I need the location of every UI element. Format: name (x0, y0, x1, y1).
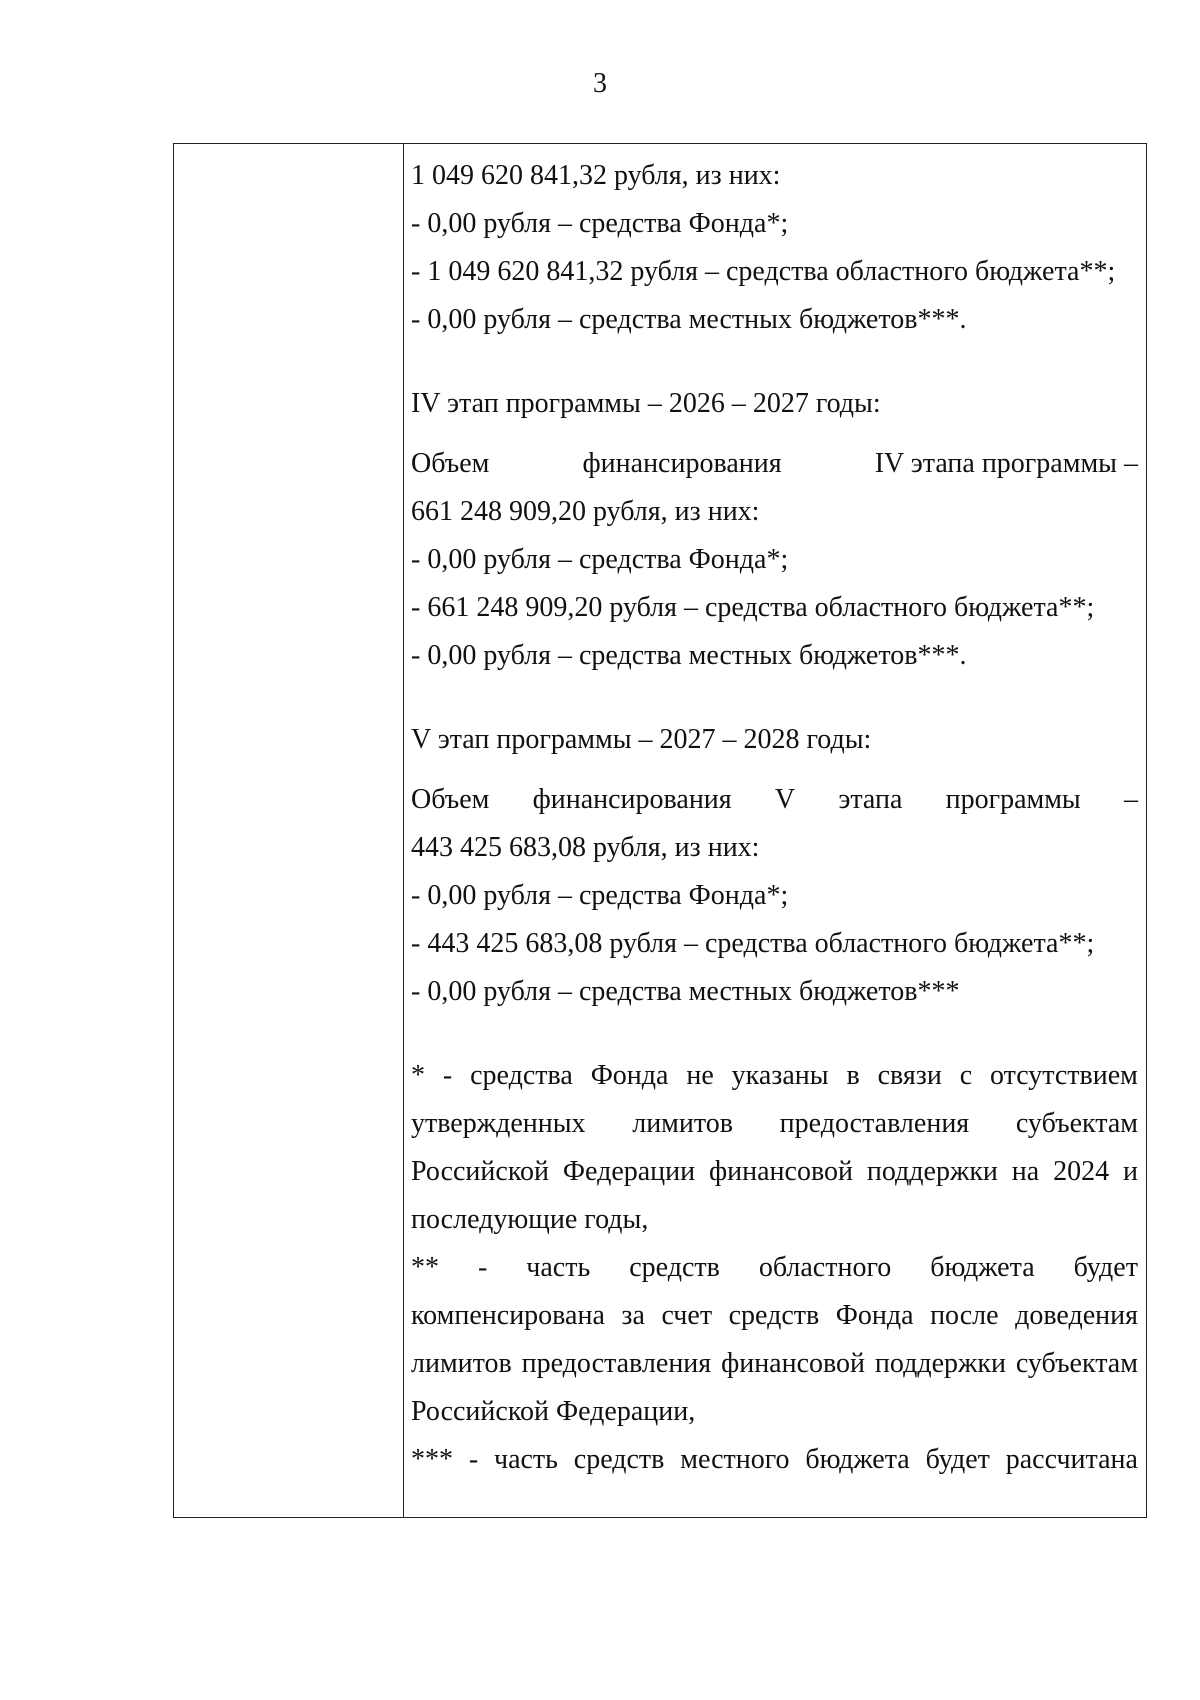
stage4-heading: IV этап программы – 2026 – 2027 годы: (411, 388, 881, 419)
note-word: Российской (411, 1156, 549, 1187)
note-word: средств (728, 1300, 820, 1331)
stage4-volume-word: Объем (411, 448, 490, 479)
stage3-regional: - 1 049 620 841,32 рубля – средства областного бюджета**; (411, 256, 1116, 287)
note-word: Федерации (562, 1156, 696, 1187)
note-word: средств (573, 1444, 665, 1475)
stage5-volume-word: программы (945, 784, 1081, 815)
note-word: субъектам (1015, 1348, 1138, 1379)
stage4-total: 661 248 909,20 рубля, из них: (411, 496, 760, 527)
note-word: областного (758, 1252, 892, 1283)
note-word: - (442, 1060, 453, 1091)
note-word: местного (680, 1444, 790, 1475)
note-word: счет (661, 1300, 713, 1331)
note-word: * (411, 1060, 425, 1091)
note-word: субъектам (1015, 1108, 1138, 1139)
stage4-fund: - 0,00 рубля – средства Фонда*; (411, 544, 789, 575)
note-word: после (930, 1300, 999, 1331)
note1-line2 (411, 1100, 1138, 1148)
note-word: рассчитана (1005, 1444, 1138, 1475)
note-word: средств (629, 1252, 720, 1283)
stage4-regional: - 661 248 909,20 рубля – средства областного бюджета**; (411, 592, 1095, 623)
note-word: не (686, 1060, 714, 1091)
note-word: бюджета (805, 1444, 910, 1475)
stage4-volume-word: IV этапа программы – (874, 448, 1138, 479)
note-word: часть (526, 1252, 591, 1283)
stage4-local: - 0,00 рубля – средства местных бюджетов***. (411, 640, 967, 671)
table-left-cell (174, 144, 404, 1517)
note-word: отсутствием (990, 1060, 1138, 1091)
program-financing-table (173, 143, 1147, 1518)
stage3-fund: - 0,00 рубля – средства Фонда*; (411, 208, 789, 239)
note2-line4: Российской Федерации, (411, 1396, 696, 1427)
stage5-volume-word: – (1123, 784, 1138, 815)
note-word: и (1123, 1156, 1138, 1187)
note-word: - (468, 1444, 479, 1475)
stage3-total: 1 049 620 841,32 рубля, из них: (411, 160, 781, 191)
note-word: Фонда (835, 1300, 914, 1331)
stage5-volume-word: финансирования (532, 784, 732, 815)
note-word: *** (411, 1444, 453, 1475)
note-word: финансовой (709, 1156, 853, 1187)
note-word: лимитов (632, 1108, 733, 1139)
stage5-volume-word: этапа (838, 784, 903, 815)
note-word: поддержки (874, 1348, 1006, 1379)
stage5-volume-word: V (774, 784, 796, 815)
note-word: указаны (731, 1060, 829, 1091)
note1-line3 (411, 1148, 1138, 1196)
note-word: 2024 (1053, 1156, 1110, 1187)
note-word: ** (411, 1252, 439, 1283)
note2-line2 (411, 1292, 1138, 1340)
note-word: с (959, 1060, 973, 1091)
note-word: поддержки (866, 1156, 998, 1187)
stage5-total: 443 425 683,08 рубля, из них: (411, 832, 760, 863)
note-word: часть (493, 1444, 558, 1475)
note2-line3 (411, 1340, 1138, 1388)
note-word: бюджета (930, 1252, 1035, 1283)
note1-line4: последующие годы, (411, 1204, 649, 1235)
note-word: в (846, 1060, 860, 1091)
note-word: утвержденных (411, 1108, 586, 1139)
stage5-heading: V этап программы – 2027 – 2028 годы: (411, 724, 872, 755)
stage5-volume-line (411, 776, 1138, 824)
stage5-local: - 0,00 рубля – средства местных бюджетов*** (411, 976, 960, 1007)
stage4-volume-word: финансирования (582, 448, 782, 479)
stage5-fund: - 0,00 рубля – средства Фонда*; (411, 880, 789, 911)
note-word: предоставления (521, 1348, 712, 1379)
note-word: Фонда (590, 1060, 669, 1091)
page-number: 3 (593, 68, 607, 99)
note1-line1 (411, 1052, 1138, 1100)
note-word: будет (925, 1444, 990, 1475)
note3-line1 (411, 1436, 1138, 1484)
note-word: лимитов (411, 1348, 512, 1379)
stage3-local: - 0,00 рубля – средства местных бюджетов***. (411, 304, 967, 335)
note-word: связи (877, 1060, 942, 1091)
note-word: за (621, 1300, 645, 1331)
stage4-volume-line (411, 440, 1138, 488)
note-word: компенсирована (411, 1300, 605, 1331)
table-right-cell (404, 144, 1146, 1517)
note-word: на (1011, 1156, 1040, 1187)
stage5-volume-word: Объем (411, 784, 490, 815)
note-word: предоставления (779, 1108, 970, 1139)
note-word: будет (1073, 1252, 1138, 1283)
note-word: доведения (1015, 1300, 1138, 1331)
note-word: финансовой (721, 1348, 866, 1379)
note-word: - (477, 1252, 488, 1283)
note-word: средства (470, 1060, 573, 1091)
stage5-regional: - 443 425 683,08 рубля – средства областного бюджета**; (411, 928, 1095, 959)
note2-line1 (411, 1244, 1138, 1292)
